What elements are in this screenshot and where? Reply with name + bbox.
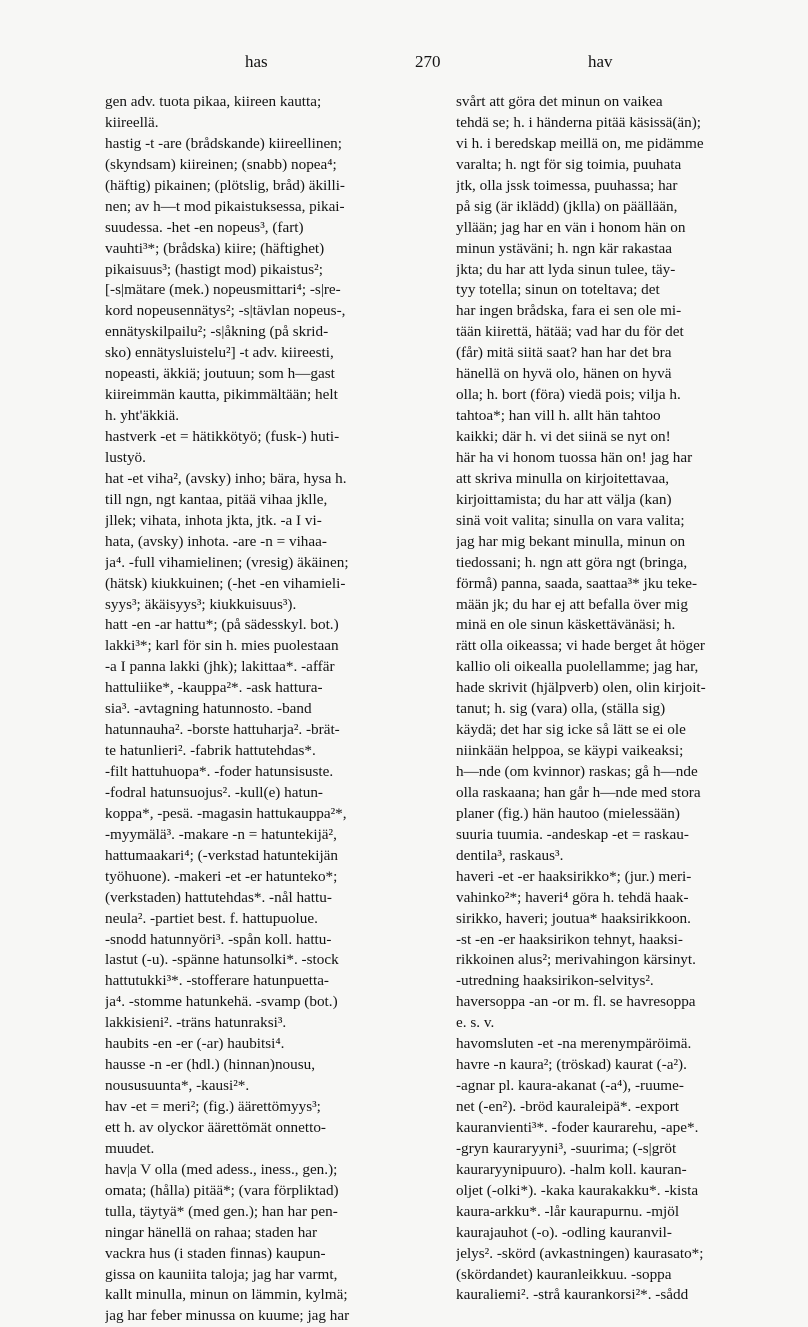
dictionary-line: planer (fig.) hän hautoo (mielessään): [456, 804, 680, 822]
dictionary-line: kirjoittamista; du har att välja (kan): [456, 490, 672, 508]
dictionary-line: oljet (-olki*). -kaka kaurakakku*. -kista: [456, 1181, 699, 1199]
dictionary-line: tulla, täytyä* (med gen.); han har pen-: [105, 1202, 338, 1220]
left-running-headword: has: [245, 52, 268, 71]
dictionary-line: minun ystäväni; h. ngn kär rakastaa: [456, 239, 672, 257]
dictionary-line: kallt minulla, minun on lämmin, kylmä;: [105, 1286, 348, 1304]
dictionary-line: te hatunlieri². -fabrik hattutehdas*.: [105, 742, 316, 760]
right-column: [456, 92, 776, 1306]
dictionary-line: lakki³*; karl för sin h. mies puolestaan: [105, 637, 339, 655]
dictionary-line: käydä; det har sig icke så lätt se ei ole: [456, 721, 686, 739]
dictionary-line: har ingen brådska, fara ei sen ole mi-: [456, 302, 682, 320]
dictionary-line: hade skrivit (hjälpverb) olen, olin kirjoit-: [456, 679, 706, 697]
dictionary-line: [-s|mätare (mek.) nopeusmittari⁴; -s|re-: [105, 281, 341, 299]
dictionary-line: ja⁴. -full vihamielinen; (vresig) äkäinen;: [105, 553, 349, 571]
dictionary-line: kaikki; där h. vi det siinä se nyt on!: [456, 428, 671, 445]
right-running-headword: hav: [588, 52, 613, 71]
dictionary-line: sko) ennätysluistelu²] -t adv. kiireesti,: [105, 344, 334, 362]
dictionary-line: kaurajauhot (-o). -odling kauranvil-: [456, 1223, 672, 1241]
dictionary-line: förmå) panna, saada, saattaa³* jku teke-: [456, 574, 698, 592]
dictionary-line: (skyndsam) kiireinen; (snabb) nopea⁴;: [105, 155, 337, 173]
dictionary-line: sirikko, haveri; joutua* haaksirikkoon.: [456, 909, 691, 927]
dictionary-line: lakkisieni². -träns hatunraksi³.: [105, 1014, 287, 1032]
dictionary-line: olla raskaana; han går h—nde med stora: [456, 783, 701, 801]
dictionary-line: gen adv. tuota pikaa, kiireen kautta;: [105, 93, 322, 110]
dictionary-line: omata; (hålla) pitää*; (vara förpliktad): [105, 1181, 339, 1199]
dictionary-line: att skriva minulla on kirjoitettavaa,: [456, 469, 669, 487]
left-column: [105, 92, 425, 1327]
dictionary-line: nopeasti, äkkiä; joutuun; som h—gast: [105, 365, 335, 383]
dictionary-line: svårt att göra det minun on vaikea: [456, 93, 663, 110]
dictionary-line: här ha vi honom tuossa hän on! jag har: [456, 448, 693, 466]
dictionary-line: -st -en -er haaksirikon tehnyt, haaksi-: [456, 930, 683, 948]
dictionary-line: kiireellä.: [105, 113, 159, 131]
dictionary-line: jelys². -skörd (avkastningen) kaurasato*;: [456, 1244, 704, 1262]
dictionary-line: -snodd hatunnyöri³. -spån koll. hattu-: [105, 930, 332, 948]
dictionary-line: (hätsk) kiukkuinen; (-het -en vihamieli-: [105, 574, 346, 592]
dictionary-line: kauraryynipuuro). -halm koll. kauran-: [456, 1160, 687, 1178]
dictionary-line: ningar hänellä on rahaa; staden har: [105, 1223, 318, 1241]
dictionary-line: haversoppa -an -or m. fl. se havresoppa: [456, 993, 696, 1011]
dictionary-line: ett h. av olyckor äärettömät onnetto-: [105, 1118, 326, 1136]
dictionary-line: hausse -n -er (hdl.) (hinnan)nousu,: [105, 1056, 316, 1074]
dictionary-line: -myymälä³. -makare -n = hatuntekijä²,: [105, 825, 337, 843]
dictionary-line: kauranvienti³*. -foder kaurarehu, -ape*.: [456, 1118, 699, 1136]
dictionary-line: ja⁴. -stomme hatunkehä. -svamp (bot.): [105, 993, 338, 1011]
dictionary-line: minä en ole sinun käskettävänäsi; h.: [456, 616, 676, 634]
dictionary-line: -utredning haaksirikon-selvitys².: [456, 972, 654, 990]
dictionary-line: gissa on kauniita taloja; jag har varmt,: [105, 1265, 338, 1283]
dictionary-line: hastverk -et = hätikkötyö; (fusk-) huti-: [105, 428, 340, 445]
dictionary-line: tanut; h. sig (vara) olla, (ställa sig): [456, 700, 666, 718]
dictionary-line: hattuliike*, -kauppa²*. -ask hattura-: [105, 679, 323, 697]
dictionary-line: vauhti³*; (brådska) kiire; (häftighet): [105, 239, 325, 257]
dictionary-line: haubits -en -er (-ar) haubitsi⁴.: [105, 1035, 285, 1053]
dictionary-line: suudessa. -het -en nopeus³, (fart): [105, 218, 304, 236]
page-header: [0, 52, 808, 82]
dictionary-line: jag har mig bekant minulla, minun on: [456, 532, 686, 550]
dictionary-line: -gryn kauraryyni³, -suurima; (-s|gröt: [456, 1139, 677, 1157]
dictionary-line: kord nopeusennätys²; -s|tävlan nopeus-,: [105, 302, 346, 320]
dictionary-line: -agnar pl. kaura-akanat (-a⁴), -ruume-: [456, 1077, 684, 1095]
dictionary-line: dentila³, raskaus³.: [456, 846, 564, 864]
dictionary-line: e. s. v.: [456, 1014, 495, 1032]
dictionary-line: kiireimmän kautta, pikimmältään; helt: [105, 386, 338, 404]
dictionary-line: hatt -en -ar hattu*; (på sädesskyl. bot.): [105, 616, 339, 634]
dictionary-line: olla; h. bort (föra) viedä pois; vilja h.: [456, 386, 681, 404]
dictionary-line: syys³; äkäisyys³; kiukkuisuus³).: [105, 595, 297, 613]
dictionary-line: hattumaakari⁴; (-verkstad hatuntekijän: [105, 846, 339, 864]
dictionary-line: mään jk; du har ej att befalla över mig: [456, 595, 688, 613]
dictionary-line: hav|a V olla (med adess., iness., gen.);: [105, 1160, 338, 1178]
dictionary-line: haveri -et -er haaksirikko*; (jur.) meri-: [456, 867, 692, 885]
dictionary-line: havre -n kaura²; (tröskad) kaurat (-a²).: [456, 1056, 687, 1074]
dictionary-line: nen; av h—t mod pikaistuksessa, pikai-: [105, 197, 345, 215]
dictionary-line: koppa*, -pesä. -magasin hattukauppa²*,: [105, 804, 347, 822]
dictionary-line: (skördandet) kauranleikkuu. -soppa: [456, 1265, 672, 1283]
dictionary-line: h. yht'äkkiä.: [105, 407, 180, 425]
dictionary-line: till ngn, ngt kantaa, pitää vihaa jklle,: [105, 490, 328, 508]
dictionary-line: niinkään helppoa, se käypi vaikeaksi;: [456, 742, 684, 760]
dictionary-line: hattutukki³*. -stofferare hatunpuetta-: [105, 972, 329, 990]
dictionary-line: hata, (avsky) inhota. -are -n = vihaa-: [105, 532, 327, 550]
dictionary-line: vi h. i beredskap meillä on, me pidämme: [456, 134, 704, 152]
dictionary-line: -a I panna lakki (jhk); lakittaa*. -affär: [105, 658, 335, 676]
dictionary-line: suuria tuumia. -andeskap -et = raskau-: [456, 825, 689, 843]
dictionary-line: sia³. -avtagning hatunnosto. -band: [105, 700, 312, 718]
dictionary-line: lastut (-u). -spänne hatunsolki*. -stock: [105, 951, 339, 969]
dictionary-line: hänellä on hyvä olo, hänen on hyvä: [456, 365, 672, 383]
dictionary-line: sinä voit valita; sinulla on vara valita;: [456, 511, 685, 529]
dictionary-line: tehdä se; h. i händerna pitää käsissä(än);: [456, 113, 702, 131]
dictionary-line: rikkoinen alus²; merivahingon kärsinyt.: [456, 951, 696, 969]
dictionary-line: ennätyskilpailu²; -s|åkning (på skrid-: [105, 323, 329, 341]
dictionary-line: på sig (är iklädd) (jklla) on päällään,: [456, 197, 678, 215]
dictionary-line: (får) mitä siitä saat? han har det bra: [456, 344, 672, 362]
dictionary-line: jag har feber minussa on kuume; jag har: [105, 1307, 350, 1325]
dictionary-line: hav -et = meri²; (fig.) äärettömyys³;: [105, 1098, 321, 1115]
dictionary-line: jtk, olla jssk toimessa, puuhassa; har: [456, 176, 678, 194]
dictionary-line: tiedossani; h. ngn att göra ngt (bringa,: [456, 553, 688, 571]
dictionary-line: -fodral hatunsuojus². -kull(e) hatun-: [105, 783, 323, 801]
dictionary-line: muudet.: [105, 1139, 155, 1157]
dictionary-line: työhuone). -makeri -et -er hatunteko*;: [105, 867, 338, 885]
dictionary-line: kallio oli oikealla puolellamme; jag har,: [456, 658, 699, 676]
dictionary-line: tään kiirettä, hätää; vad har du för det: [456, 323, 684, 341]
dictionary-line: rätt olla oikeassa; vi hade berget åt höger: [456, 637, 705, 655]
dictionary-line: vahinko²*; haveri⁴ göra h. tehdä haak-: [456, 888, 689, 906]
dictionary-line: pikaisuus³; (hastigt mod) pikaistus²;: [105, 260, 323, 278]
dictionary-line: noususuunta*, -kausi²*.: [105, 1077, 250, 1095]
dictionary-line: -filt hattuhuopa*. -foder hatunsisuste.: [105, 763, 334, 780]
dictionary-line: kaura-arkku*. -lår kaurapurnu. -mjöl: [456, 1202, 680, 1220]
dictionary-line: (häftig) pikainen; (plötslig, bråd) äkilli-: [105, 176, 345, 194]
dictionary-line: lustyö.: [105, 448, 146, 466]
dictionary-line: net (-en²). -bröd kauraleipä*. -export: [456, 1098, 679, 1115]
dictionary-line: tyy totella; sinun on toteltava; det: [456, 281, 660, 299]
dictionary-line: hat -et viha², (avsky) inho; bära, hysa h.: [105, 469, 347, 487]
dictionary-line: tahtoa*; han vill h. allt hän tahtoo: [456, 407, 661, 425]
dictionary-line: havomsluten -et -na merenympäröimä.: [456, 1035, 692, 1053]
dictionary-line: jkta; du har att lyda sinun tulee, täy-: [456, 260, 676, 278]
dictionary-line: jllek; vihata, inhota jkta, jtk. -a I vi-: [105, 511, 322, 529]
dictionary-line: hastig -t -are (brådskande) kiireellinen;: [105, 134, 342, 152]
dictionary-line: hatunnauha². -borste hattuharja². -brät-: [105, 721, 340, 739]
dictionary-line: varalta; h. ngt för sig toimia, puuhata: [456, 155, 682, 173]
dictionary-line: yllään; jag har en vän i honom hän on: [456, 218, 686, 236]
dictionary-line: kauraliemi². -strå kaurankorsi²*. -sådd: [456, 1286, 689, 1304]
dictionary-line: vackra hus (i staden finnas) kaupun-: [105, 1244, 326, 1262]
page-number: 270: [415, 52, 441, 71]
dictionary-line: neula². -partiet best. f. hattupuolue.: [105, 909, 318, 927]
dictionary-line: (verkstaden) hattutehdas*. -nål hattu-: [105, 888, 332, 906]
dictionary-line: h—nde (om kvinnor) raskas; gå h—nde: [456, 763, 698, 780]
